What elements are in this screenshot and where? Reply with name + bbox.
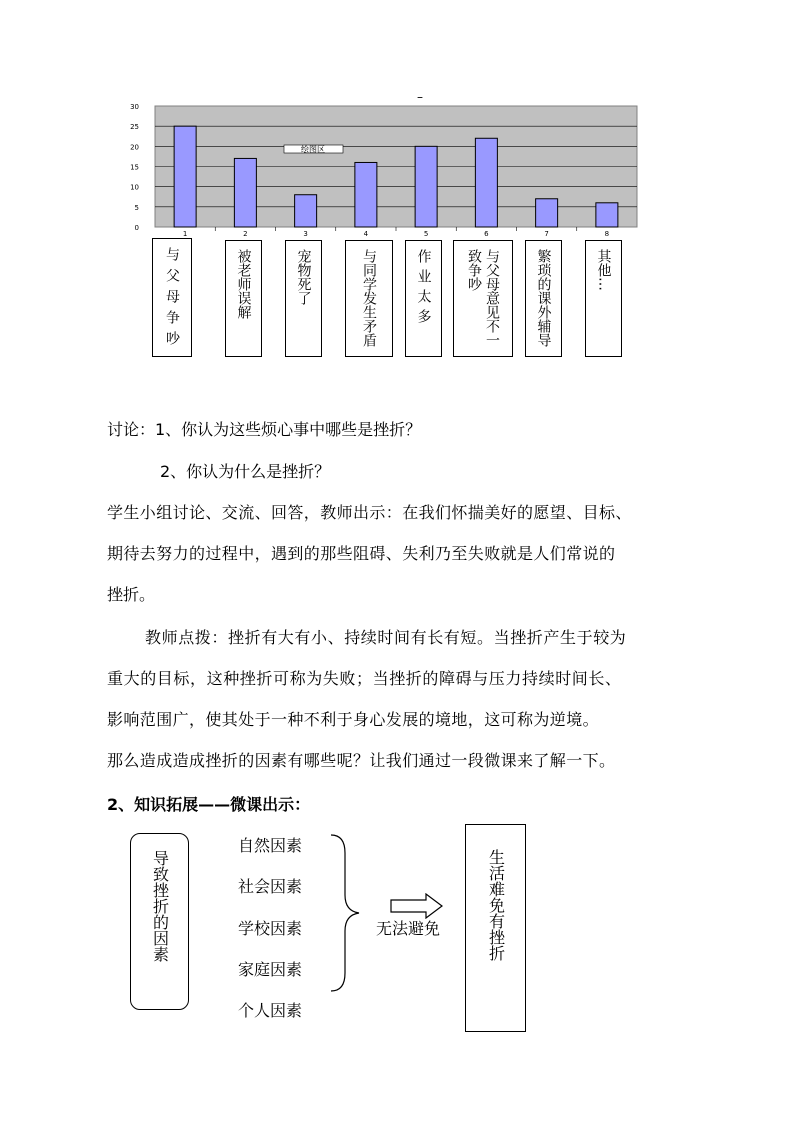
x-tick-label: 2: [243, 230, 248, 238]
x-tick-label: 1: [182, 230, 188, 238]
factor-school: 学校因素: [238, 919, 303, 938]
chart-category-box-4: [345, 240, 393, 357]
legend-label: 绘图区: [301, 145, 325, 154]
factor-natural: 自然因素: [238, 836, 303, 855]
x-tick-label: 3: [303, 230, 308, 238]
chart-category-label: 与同学发生矛盾: [361, 249, 377, 347]
y-tick-label: 20: [130, 143, 139, 152]
y-tick-label: 25: [130, 123, 139, 132]
answer-line-3: 挫折。: [107, 585, 156, 604]
factor-family: 家庭因素: [238, 960, 303, 979]
y-tick-label: 30: [130, 103, 139, 111]
teacher-comment-line-4: 那么造成造成挫折的因素有哪些呢？让我们通过一段微课来了解一下。: [107, 751, 616, 770]
bar-7: [536, 199, 558, 227]
bar-4: [355, 162, 377, 227]
discussion-question-2: 2、你认为什么是挫折？: [160, 462, 331, 481]
y-tick-label: 5: [134, 203, 139, 212]
answer-line-2: 期待去努力的过程中，遇到的那些阻碍、失利乃至失败就是人们常说的: [107, 544, 616, 563]
section-heading: 2、知识拓展——微课出示：: [107, 795, 311, 814]
bar-8: [596, 203, 618, 227]
x-tick-label: 5: [423, 230, 429, 238]
chart-category-label: 繁琐的课外辅导: [535, 249, 552, 347]
chart-category-label: 被老师误解: [235, 249, 252, 319]
arrow-right-icon: [390, 893, 444, 919]
chart-category-box-7: [525, 240, 562, 357]
chart-title-mark: –: [417, 90, 423, 104]
chart-category-box-3: [285, 240, 322, 357]
teacher-comment-line-3: 影响范围广，使其处于一种不利于身心发展的境地，这可称为逆境。: [107, 710, 600, 729]
y-tick-label: 10: [130, 183, 139, 192]
teacher-comment-line-2: 重大的目标，这种挫折可称为失败；当挫折的障碍与压力持续时间长、: [107, 669, 622, 688]
factor-personal: 个人因素: [238, 1001, 303, 1020]
bar-3: [295, 195, 317, 227]
right-brace-icon: [325, 833, 365, 993]
chart-category-box-8: [585, 240, 622, 357]
bar-1: [174, 126, 196, 227]
y-tick-label: 0: [134, 224, 139, 232]
bar-6: [475, 138, 497, 227]
result-box: [465, 824, 526, 1032]
legend-label-box: [284, 144, 343, 154]
chart-category-label: 与父母意见不一致争吵: [466, 249, 500, 347]
discussion-question-1: 讨论：1、你认为这些烦心事中哪些是挫折？: [107, 420, 422, 439]
x-tick-label: 8: [604, 230, 610, 238]
chart-category-box-2: [225, 240, 262, 357]
y-tick-label: 15: [130, 163, 139, 172]
chart-category-label: 作业太多: [415, 249, 432, 329]
chart-category-box-5: [405, 240, 442, 357]
cause-box-label: 导致挫折的因素: [150, 850, 170, 962]
bar-5: [415, 146, 437, 227]
cause-box: [130, 833, 189, 1010]
answer-line-1: 学生小组讨论、交流、回答，教师出示：在我们怀揣美好的愿望、目标、: [107, 503, 632, 522]
bar-2: [234, 158, 256, 227]
teacher-comment-line-1: 教师点拨：挫折有大有小、持续时间有长有短。当挫折产生于较为: [145, 628, 627, 647]
arrow-label: 无法避免: [376, 919, 441, 938]
x-tick-label: 4: [363, 230, 369, 238]
x-tick-labels: [183, 227, 609, 238]
chart-category-label: 其他…: [595, 249, 612, 291]
result-box-label: 生活难免有挫折: [486, 849, 506, 961]
chart-category-label: 宠物死了: [295, 249, 312, 305]
y-tick-labels: [130, 103, 139, 232]
x-tick-label: 6: [484, 230, 489, 238]
factor-social: 社会因素: [238, 877, 303, 896]
x-tick-label: 7: [544, 230, 549, 238]
bar-chart: [0, 0, 794, 240]
chart-category-label: 与父母争吵: [164, 247, 180, 352]
chart-category-box-6: [453, 240, 513, 357]
chart-category-box-1: [152, 238, 192, 357]
